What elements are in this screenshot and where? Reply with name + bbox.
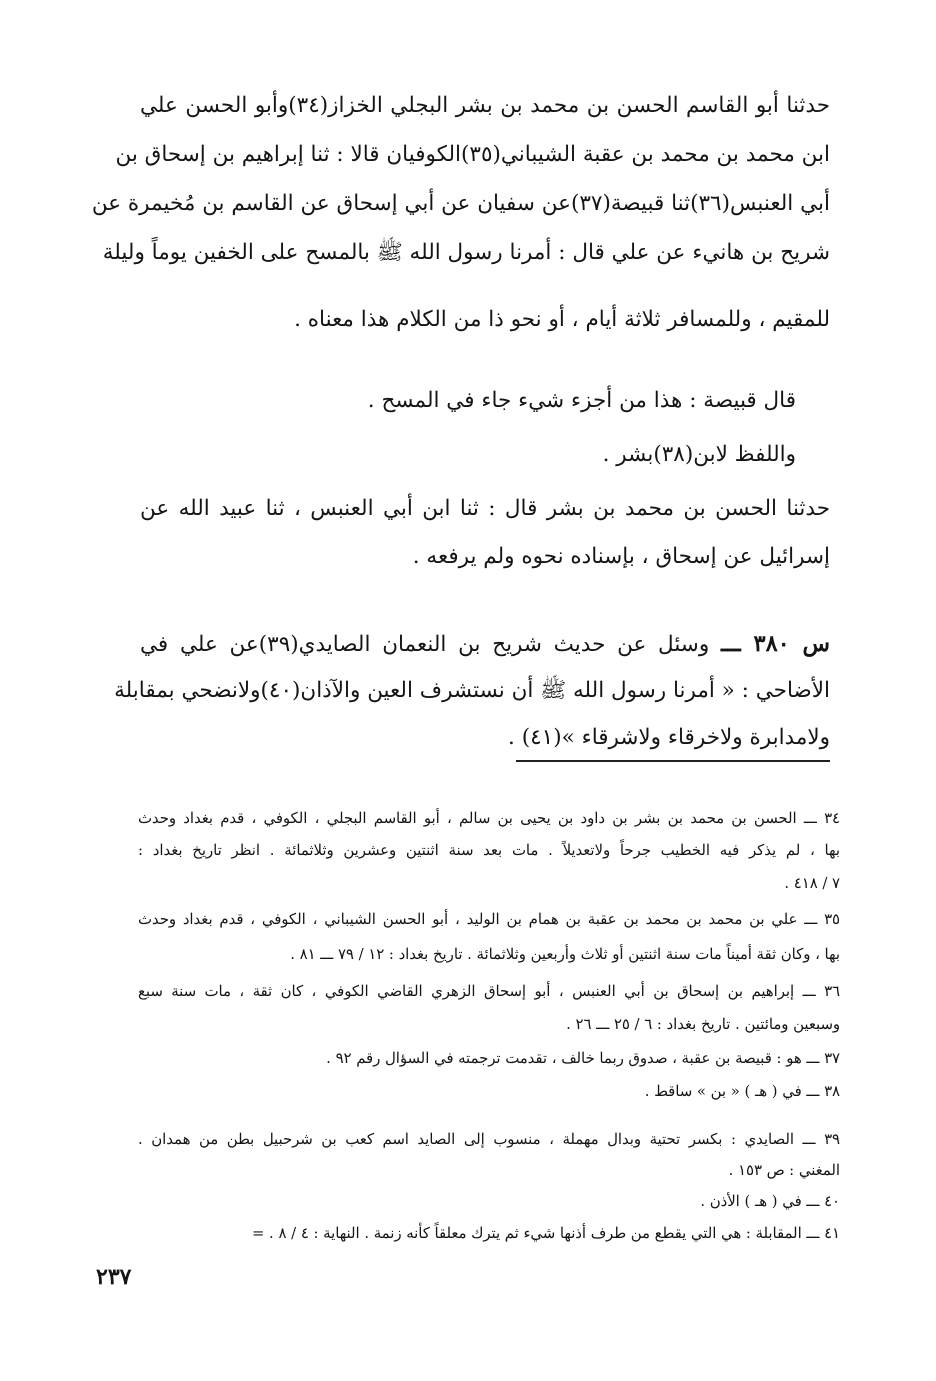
body-line: إسرائيل عن إسحاق ، بإسناده نحوه ولم يرفعه . (412, 544, 830, 569)
footnote-40: ٤٠ ـــ في ( هـ ) الأذن . (700, 1193, 840, 1210)
question-number: س ٣٨٠ ـــ (720, 631, 830, 657)
footnote-41: ٤١ ـــ المقابلة : هي التي يقطع من طرف أذنها شيء ثم يترك معلقاً كأنه زنمة . النهاية : ٤ / ٨ . = (251, 1225, 840, 1242)
footnote-36-line: ٣٦ ـــ إبراهيم بن إسحاق بن أبي العنبس ، أبو إسحاق الزهري القاضي الكوفي ، كان ثقة ، مات سنة سبع (138, 983, 840, 1000)
question-line: ولامدابرة ولاخرقاء ولاشرقاء »(٤١) . (508, 725, 830, 750)
body-line: قال قبيصة : هذا من أجزء شيء جاء في المسح . (367, 388, 796, 413)
question-line: الأضاحي : « أمرنا رسول الله ﷺ أن نستشرف العين والآذان(٤٠)ولانضحي بمقابلة (114, 678, 830, 703)
body-line: شريح بن هانيء عن علي قال : أمرنا رسول الله ﷺ بالمسح على الخفين يوماً وليلة (102, 240, 830, 265)
footnote-35-line: ٣٥ ـــ علي بن محمد بن محمد بن عقبة بن همام بن الوليد ، أبو الحسن الشيباني ، الكوفي ، قدم بغداد وحدث (138, 911, 840, 928)
page-number: ٢٣٧ (96, 1264, 132, 1290)
body-line: واللفظ لابن(٣٨)بشر . (602, 442, 796, 467)
footnote-34-line: ٧ / ٤١٨ . (784, 875, 840, 892)
footnote-34-line: بها ، لم يذكر فيه الخطيب جرحاً ولاتعديلاً . مات بعد سنة اثنتين وعشرين وثلاثمائة . انظر تاريخ بغداد : (138, 842, 840, 859)
footnote-37: ٣٧ ـــ هو : قبيصة بن عقبة ، صدوق ربما خالف ، تقدمت ترجمته في السؤال رقم ٩٢ . (326, 1050, 840, 1067)
footnote-39-line: المغني : ص ١٥٣ . (728, 1162, 840, 1179)
footnote-separator (516, 760, 830, 762)
footnote-36-line: وسبعين ومائتين . تاريخ بغداد : ٦ / ٢٥ ـــ ٢٦ . (566, 1016, 840, 1033)
body-line: حدثنا الحسن بن محمد بن بشر قال : ثنا ابن أبي العنبس ، ثنا عبيد الله عن (140, 496, 830, 521)
question-text: وسئل عن حديث شريح بن النعمان الصايدي(٣٩)عن علي في (140, 632, 710, 657)
footnote-38: ٣٨ ـــ في ( هـ ) « بن » ساقط . (644, 1083, 840, 1100)
question-line (140, 626, 830, 663)
footnote-34-line: ٣٤ ـــ الحسن بن محمد بن بشر بن داود بن يحيى بن سالم ، أبو القاسم البجلي ، الكوفي ، قدم بغداد وحدث (138, 810, 840, 827)
footnote-39-line: ٣٩ ـــ الصايدي : بكسر تحتية وبدال مهملة ، منسوب إلى الصايد اسم كعب بن شرحبيل بطن من همدان . (138, 1131, 840, 1148)
body-line: أبي العنبس(٣٦)ثنا قبيصة(٣٧)عن سفيان عن أبي إسحاق عن القاسم بن مُخيمرة عن (91, 191, 830, 216)
body-line: ابن محمد بن محمد بن عقبة الشيباني(٣٥)الكوفيان قالا : ثنا إبراهيم بن إسحاق بن (115, 142, 830, 167)
body-line: للمقيم ، وللمسافر ثلاثة أيام ، أو نحو ذا من الكلام هذا معناه . (294, 307, 830, 332)
body-line: حدثنا أبو القاسم الحسن بن محمد بن بشر البجلي الخزاز(٣٤)وأبو الحسن علي (140, 93, 830, 118)
footnote-35-line: بها ، وكان ثقة أميناً مات سنة اثنتين أو ثلاث وأربعين وثلاثمائة . تاريخ بغداد : ١٢ / ٧٩ ـــ ٨١ . (290, 946, 840, 963)
